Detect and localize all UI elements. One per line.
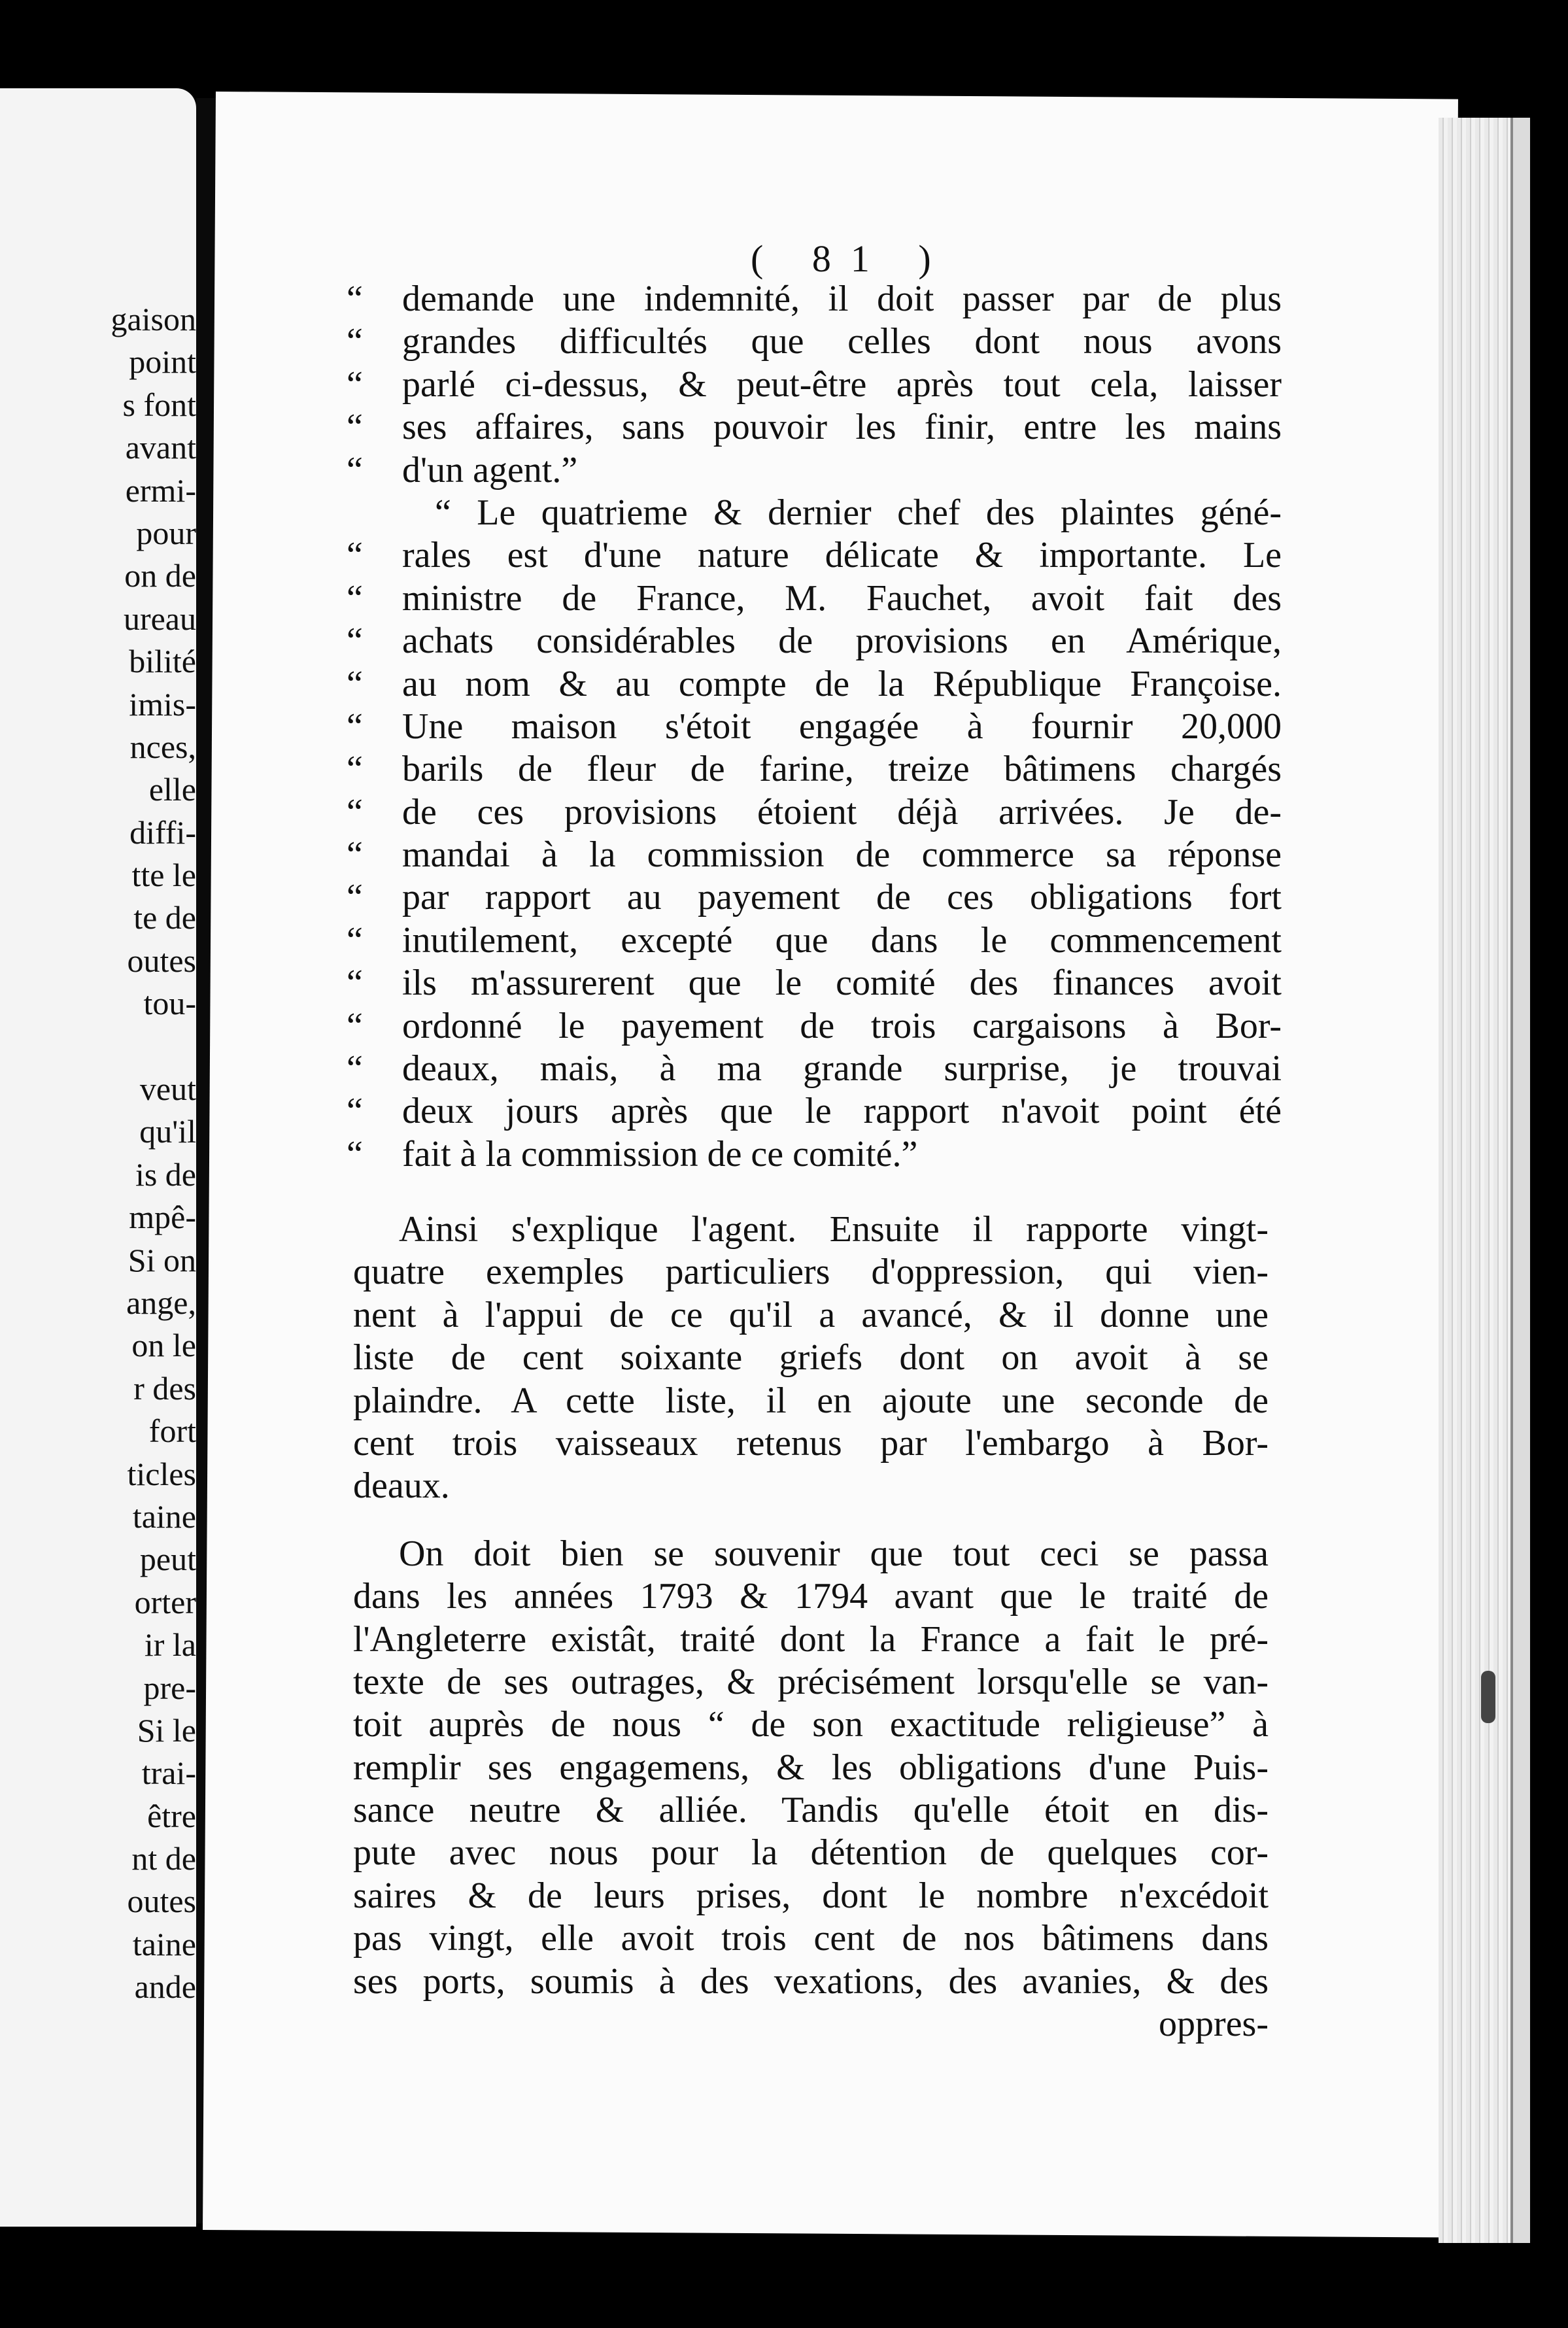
quote-mark: “ bbox=[347, 1091, 363, 1132]
line-text: plaindre. A cette liste, il en ajoute une seconde de bbox=[353, 1380, 1269, 1421]
previous-page-line: être bbox=[147, 1797, 196, 1834]
previous-page-line: peut bbox=[139, 1541, 196, 1578]
quoted-line bbox=[347, 962, 1282, 1004]
previous-page-line: ange, bbox=[126, 1284, 196, 1321]
line-text: inutilement, excepté que dans le commencement bbox=[402, 919, 1282, 961]
previous-page-line: imis- bbox=[129, 685, 196, 723]
line-text: pute avec nous pour la détention de quelques cor- bbox=[353, 1832, 1269, 1874]
previous-page-text bbox=[0, 298, 196, 2009]
line-text: dans les années 1793 & 1794 avant que le traité de bbox=[353, 1576, 1269, 1617]
line-text: deaux, mais, à ma grande surprise, je trouvai bbox=[402, 1048, 1282, 1089]
line-text: texte de ses outrages, & précisément lorsqu'elle se van- bbox=[353, 1661, 1269, 1702]
previous-page-line: ermi- bbox=[125, 471, 196, 509]
quote-mark: “ bbox=[347, 919, 363, 961]
previous-page-line: ande bbox=[134, 1968, 196, 2006]
quote-mark: “ bbox=[347, 535, 363, 576]
previous-page-line: is de bbox=[135, 1155, 196, 1193]
quoted-line bbox=[347, 364, 1282, 406]
line-text: cent trois vaisseaux retenus par l'embargo à Bor- bbox=[353, 1422, 1269, 1464]
line-text: On doit bien se souvenir que tout ceci se passa bbox=[399, 1533, 1269, 1574]
paragraph-line bbox=[353, 1575, 1269, 1618]
previous-page-line: te de bbox=[133, 899, 196, 936]
previous-page-line: taine bbox=[132, 1925, 196, 1962]
previous-page-line: pre- bbox=[143, 1669, 196, 1706]
paragraph-line bbox=[353, 1337, 1269, 1379]
line-text: quatre exemples particuliers d'oppression, qui vien- bbox=[353, 1252, 1269, 1293]
paragraph-line bbox=[353, 1832, 1269, 1874]
previous-page-line: s font bbox=[122, 386, 196, 423]
quoted-line bbox=[347, 1090, 1282, 1133]
line-text: toit auprès de nous “ de son exactitude religieuse” à bbox=[353, 1704, 1269, 1745]
line-text: achats considérables de provisions en Amérique, bbox=[402, 621, 1282, 662]
line-text: mandai à la commission de commerce sa réponse bbox=[402, 834, 1282, 876]
line-text: l'Angleterre existât, traité dont la France a fait le pré- bbox=[353, 1618, 1269, 1660]
previous-page-line: mpê- bbox=[129, 1199, 196, 1236]
quoted-line bbox=[347, 449, 1282, 492]
line-text: saires & de leurs prises, dont le nombre n'excédoit bbox=[353, 1875, 1269, 1916]
previous-page-line: veut bbox=[139, 1070, 196, 1108]
quoted-line bbox=[353, 492, 1282, 534]
paragraph-gap bbox=[353, 1508, 1269, 1533]
line-text: deux jours après que le rapport n'avoit point été bbox=[402, 1091, 1282, 1132]
previous-page-line: ticles bbox=[127, 1455, 196, 1492]
quote-mark: “ bbox=[347, 963, 363, 1004]
quote-mark: “ bbox=[347, 321, 363, 362]
quoted-line bbox=[347, 663, 1282, 706]
quoted-line bbox=[347, 278, 1282, 320]
previous-page-line: on de bbox=[124, 557, 196, 594]
line-text: Ainsi s'explique l'agent. Ensuite il rapporte vingt- bbox=[399, 1209, 1269, 1250]
paragraph-line bbox=[353, 2003, 1269, 2046]
line-text: de ces provisions étoient déjà arrivées. Je de- bbox=[402, 791, 1282, 832]
paragraph-line bbox=[353, 1208, 1269, 1251]
previous-page-line: gaison bbox=[111, 301, 196, 337]
line-text: parlé ci-dessus, & peut-être après tout cela, laisser bbox=[402, 364, 1282, 405]
line-text: ses affaires, sans pouvoir les finir, entre les mains bbox=[402, 407, 1282, 448]
body-text bbox=[353, 1208, 1269, 2046]
paragraph-line bbox=[353, 1703, 1269, 1746]
paragraph-line bbox=[353, 1875, 1269, 1917]
previous-page-line: outes bbox=[127, 942, 196, 979]
previous-page-line: taine bbox=[132, 1498, 196, 1535]
previous-page-line bbox=[0, 1025, 196, 1068]
paragraph-line bbox=[353, 1465, 1269, 1507]
previous-page-line: tou- bbox=[143, 985, 196, 1022]
quoted-line bbox=[347, 1005, 1282, 1048]
line-text: pas vingt, elle avoit trois cent de nos bâtimens dans bbox=[353, 1918, 1269, 1959]
line-text: barils de fleur de farine, treize bâtimens chargés bbox=[402, 749, 1282, 790]
quote-mark: “ bbox=[347, 364, 363, 405]
line-text: ils m'assurerent que le comité des finances avoit bbox=[402, 963, 1282, 1004]
line-text: ministre de France, M. Fauchet, avoit fait des bbox=[402, 577, 1282, 619]
paragraph-line bbox=[353, 1661, 1269, 1703]
quote-mark: “ bbox=[347, 1005, 363, 1046]
quoted-line bbox=[347, 320, 1282, 363]
quoted-line bbox=[347, 1133, 1282, 1176]
quoted-line bbox=[347, 919, 1282, 962]
quote-mark: “ bbox=[347, 706, 363, 747]
paragraph-line bbox=[353, 1917, 1269, 1960]
previous-page-line: on le bbox=[131, 1327, 196, 1364]
paragraph-line bbox=[353, 1747, 1269, 1789]
quoted-line bbox=[347, 791, 1282, 834]
paragraph-line bbox=[353, 1789, 1269, 1832]
previous-page-line: trai- bbox=[141, 1755, 196, 1792]
previous-page-line: orter bbox=[134, 1583, 196, 1620]
line-text: d'un agent.” bbox=[402, 449, 578, 490]
previous-page-line: nces, bbox=[129, 728, 196, 765]
previous-page-line: fort bbox=[148, 1412, 196, 1450]
paragraph-line bbox=[353, 1618, 1269, 1661]
previous-page-line: ureau bbox=[123, 600, 196, 637]
quoted-line bbox=[347, 406, 1282, 449]
paragraph-line bbox=[353, 1533, 1269, 1575]
quote-mark: “ bbox=[347, 621, 363, 662]
previous-page-line: r des bbox=[133, 1369, 196, 1407]
line-text: ses ports, soumis à des vexations, des avanies, & des bbox=[353, 1960, 1269, 2002]
line-text: sance neutre & alliée. Tandis qu'elle étoit en dis- bbox=[353, 1790, 1269, 1831]
previous-page-line: avant bbox=[125, 429, 196, 466]
quoted-line bbox=[347, 706, 1282, 748]
quote-mark: “ bbox=[347, 791, 363, 832]
line-text: “ Le quatrieme & dernier chef des plaintes géné- bbox=[435, 492, 1282, 533]
quoted-line bbox=[347, 1048, 1282, 1090]
quote-mark: “ bbox=[347, 407, 363, 448]
line-text: fait à la commission de ce comité.” bbox=[402, 1133, 918, 1174]
line-text: ordonné le payement de trois cargaisons à Bor- bbox=[402, 1005, 1282, 1046]
previous-page-line: qu'il bbox=[139, 1113, 196, 1150]
line-text: rales est d'une nature délicate & importante. Le bbox=[402, 535, 1282, 576]
line-text: Une maison s'étoit engagée à fournir 20,000 bbox=[402, 706, 1282, 747]
quoted-line bbox=[347, 534, 1282, 577]
previous-page-line: diffi- bbox=[129, 813, 196, 851]
quoted-passage bbox=[347, 278, 1282, 1176]
quote-mark: “ bbox=[347, 1133, 363, 1174]
previous-page-line: Si on bbox=[128, 1241, 196, 1278]
previous-page-line: ir la bbox=[144, 1626, 196, 1664]
quoted-line bbox=[347, 620, 1282, 662]
quote-mark: “ bbox=[347, 834, 363, 876]
paper-stain bbox=[1481, 1671, 1495, 1723]
previous-page-line: outes bbox=[127, 1883, 196, 1920]
quote-mark: “ bbox=[347, 877, 363, 918]
quote-mark: “ bbox=[347, 449, 363, 490]
previous-page-line: tte le bbox=[131, 857, 196, 894]
quote-mark: “ bbox=[347, 279, 363, 319]
line-text: liste de cent soixante griefs dont on avoit à se bbox=[353, 1337, 1269, 1378]
page-number: ( 81 ) bbox=[751, 237, 951, 280]
paragraph-line bbox=[353, 1960, 1269, 2003]
paragraph-line bbox=[353, 1294, 1269, 1337]
previous-page-line: nt de bbox=[131, 1840, 196, 1877]
quote-mark: “ bbox=[347, 577, 363, 619]
previous-page bbox=[0, 88, 196, 2227]
line-text: grandes difficultés que celles dont nous avons bbox=[402, 321, 1282, 362]
quote-mark: “ bbox=[347, 1048, 363, 1089]
quoted-line bbox=[347, 876, 1282, 919]
quote-mark: “ bbox=[347, 663, 363, 704]
previous-page-line: elle bbox=[148, 771, 196, 808]
line-text: oppres- bbox=[1159, 2004, 1269, 2045]
quoted-line bbox=[347, 834, 1282, 876]
paragraph-line bbox=[353, 1251, 1269, 1293]
line-text: demande une indemnité, il doit passer par de plus bbox=[402, 279, 1282, 319]
line-text: remplir ses engagemens, & les obligations d'une Puis- bbox=[353, 1747, 1269, 1788]
quoted-line bbox=[347, 577, 1282, 620]
line-text: par rapport au payement de ces obligations fort bbox=[402, 877, 1282, 918]
line-text: nent à l'appui de ce qu'il a avancé, & il donne une bbox=[353, 1294, 1269, 1335]
quote-mark: “ bbox=[347, 749, 363, 790]
previous-page-line: bilité bbox=[129, 643, 196, 680]
previous-page-line: Si le bbox=[137, 1711, 196, 1749]
page-edges bbox=[1439, 118, 1530, 2243]
previous-page-line: point bbox=[129, 343, 196, 381]
line-text: deaux. bbox=[353, 1465, 450, 1507]
paragraph-line bbox=[353, 1422, 1269, 1465]
paragraph-line bbox=[353, 1380, 1269, 1422]
quoted-line bbox=[347, 748, 1282, 791]
previous-page-line: pour bbox=[136, 514, 196, 551]
line-text: au nom & au compte de la République Françoise. bbox=[402, 663, 1282, 704]
